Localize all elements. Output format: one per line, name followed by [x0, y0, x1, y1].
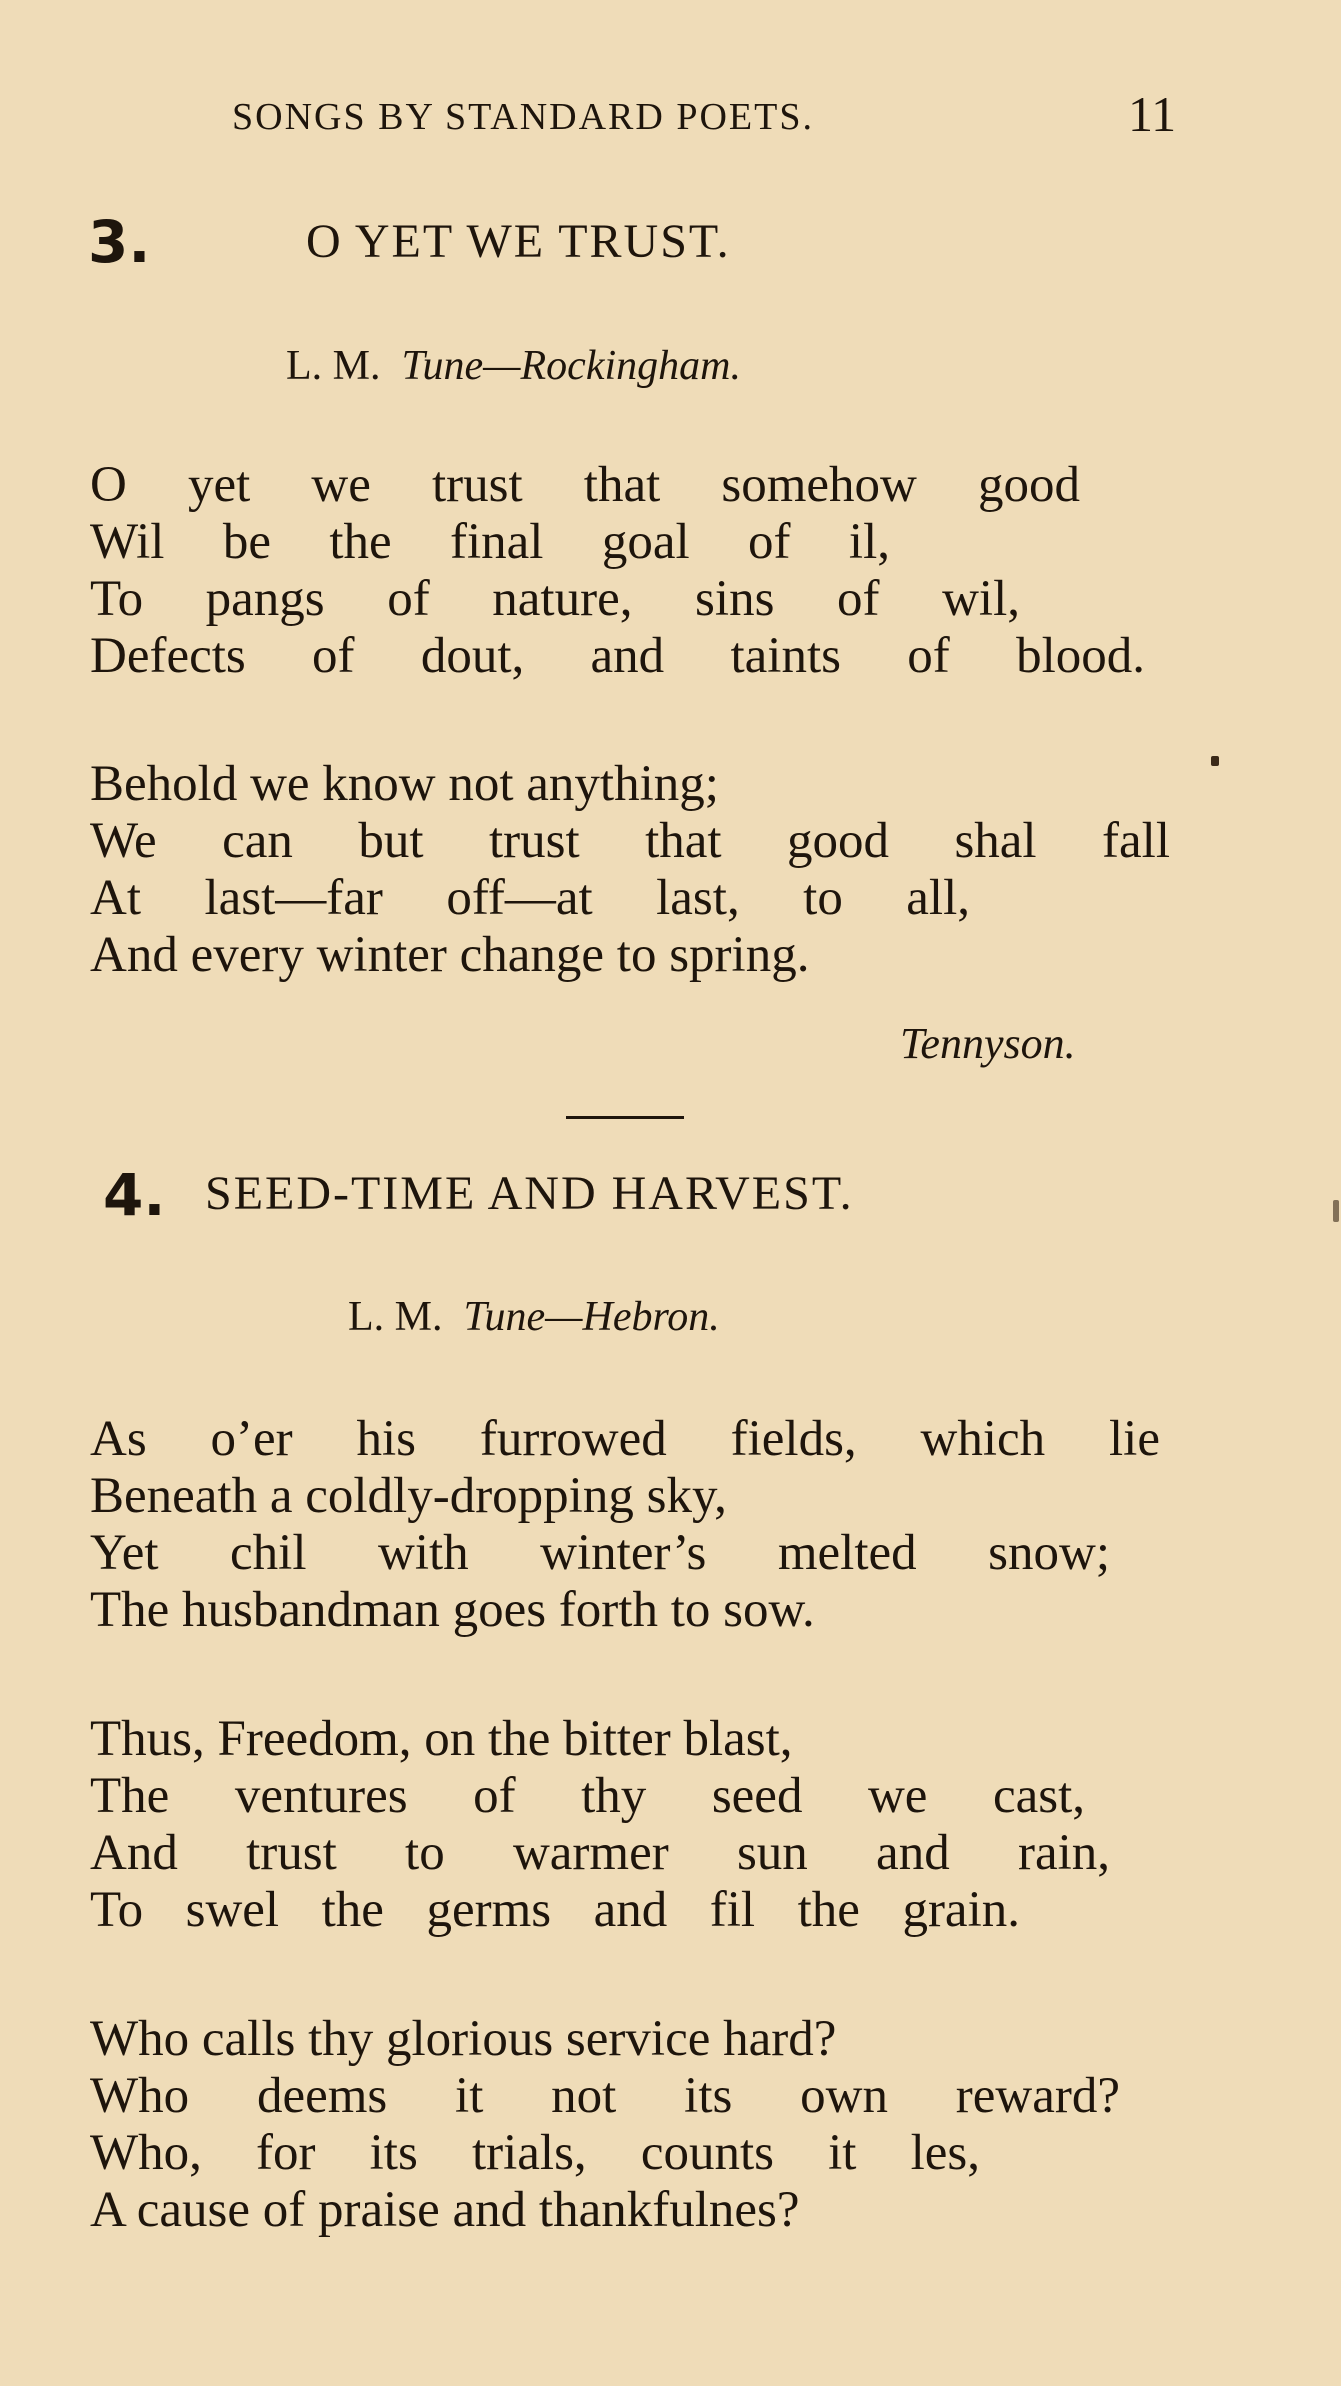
- stanza-line: Who, for its trials, counts it les,: [90, 2125, 980, 2181]
- running-title: SONGS BY STANDARD POETS.: [232, 96, 814, 138]
- stanza-line: The ventures of thy seed we cast,: [90, 1768, 1085, 1824]
- hymn-number: 4.: [103, 1161, 166, 1229]
- page-number: 11: [1128, 86, 1177, 142]
- stanza-line: Beneath a coldly-dropping sky,: [90, 1468, 727, 1524]
- stanza-line: A cause of praise and thankfulnes?: [90, 2182, 800, 2238]
- hymn-number: 3.: [88, 208, 151, 276]
- stanza-line: The husbandman goes forth to sow.: [90, 1582, 815, 1638]
- stanza-line: Defects of dout, and taints of blood.: [90, 628, 1145, 684]
- paper-speck: [1333, 1200, 1339, 1222]
- stanza-line: To swel the germs and fil the grain.: [90, 1882, 1020, 1938]
- hymn-title: O YET WE TRUST.: [306, 215, 731, 268]
- stanza-line: We can but trust that good shal fall: [90, 813, 1170, 869]
- stanza-line: At last—far off—at last, to all,: [90, 870, 970, 926]
- stanza-line: O yet we trust that somehow good: [90, 457, 1080, 513]
- stanza-line: Wil be the final goal of il,: [90, 514, 890, 570]
- stanza-line: And every winter change to spring.: [90, 927, 810, 983]
- paper-speck: [1211, 756, 1219, 766]
- hymn-title: SEED-TIME AND HARVEST.: [205, 1167, 854, 1220]
- tune-name: Tune—Hebron.: [463, 1294, 720, 1340]
- meter: L. M.: [348, 1294, 443, 1340]
- section-divider: [566, 1116, 684, 1119]
- stanza-line: Thus, Freedom, on the bitter blast,: [90, 1711, 793, 1767]
- author-name: Tennyson.: [900, 1019, 1076, 1068]
- stanza-line: To pangs of nature, sins of wil,: [90, 571, 1020, 627]
- stanza-line: Who deems it not its own reward?: [90, 2068, 1120, 2124]
- stanza-line: Who calls thy glorious service hard?: [90, 2011, 837, 2067]
- meter: L. M.: [286, 343, 381, 389]
- stanza-line: As o’er his furrowed fields, which lie: [90, 1411, 1160, 1467]
- meter-line: [348, 1290, 720, 1344]
- meter-line: [286, 339, 741, 393]
- stanza-line: And trust to warmer sun and rain,: [90, 1825, 1110, 1881]
- tune-name: Tune—Rockingham.: [401, 343, 741, 389]
- stanza-line: Behold we know not anything;: [90, 756, 719, 812]
- stanza-line: Yet chil with winter’s melted snow;: [90, 1525, 1110, 1581]
